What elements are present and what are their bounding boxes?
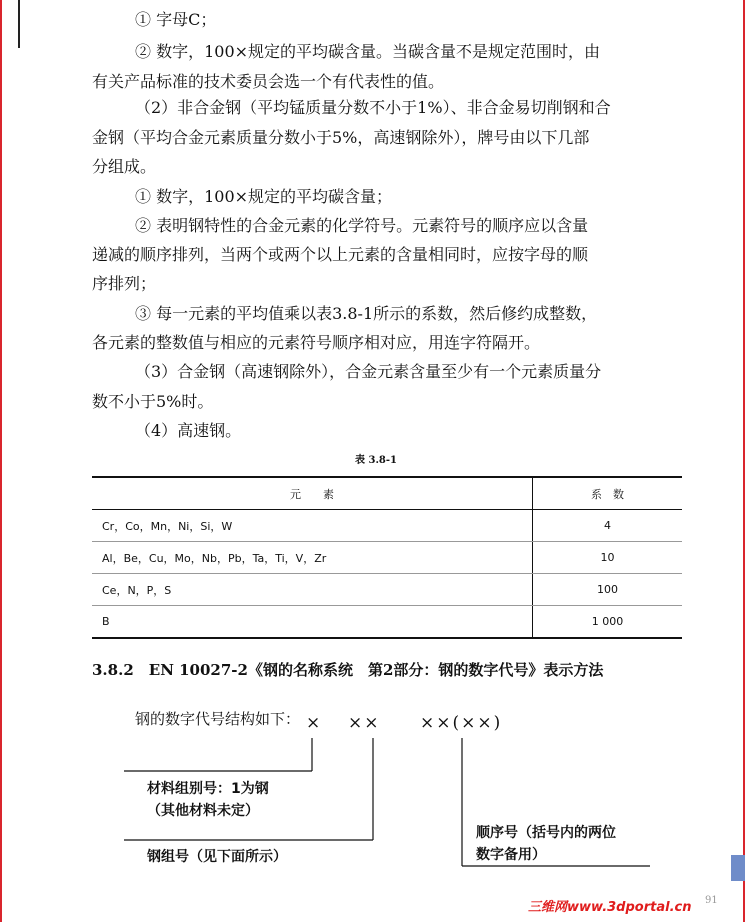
- header-element: 元 素: [92, 477, 533, 510]
- body-line: 序排列；: [92, 274, 157, 293]
- site-watermark: 三维网www.3dportal.cn: [528, 900, 692, 915]
- label-material-group-line1: 材料组别号：1为钢: [147, 781, 269, 797]
- cell-elements: Al，Be，Cu，Mo，Nb，Pb，Ta，Ti，V，Zr: [92, 542, 533, 574]
- body-line: 各元素的整数值与相应的元素符号顺序相对应，用连字符隔开。: [92, 333, 541, 352]
- body-line: 分组成。: [92, 157, 157, 176]
- section-heading: 3.8.2 EN 10027-2《钢的名称系统 第2部分：钢的数字代号》表示方法: [92, 661, 604, 679]
- body-line: 金钢（平均合金元素质量分数小于5%，高速钢除外），牌号由以下几部: [92, 128, 590, 147]
- body-line: 数不小于5%时。: [92, 392, 214, 411]
- body-line: ③ 每一元素的平均值乘以表3.8-1所示的系数，然后修约成整数，: [135, 304, 598, 323]
- body-line: ② 数字，100×规定的平均碳含量。当碳含量不是规定范围时，由: [135, 42, 601, 61]
- body-line: （4）高速钢。: [135, 421, 242, 440]
- cell-coefficient: 100: [533, 574, 683, 606]
- body-line: （2）非合金钢（平均锰质量分数不小于1%）、非合金易切削钢和合: [135, 98, 611, 117]
- cell-elements: B: [92, 606, 533, 639]
- body-line: （3）合金钢（高速钢除外），合金元素含量至少有一个元素质量分: [135, 362, 602, 381]
- body-line: ① 数字，100×规定的平均碳含量；: [135, 187, 393, 206]
- header-coefficient: 系 数: [533, 477, 683, 510]
- body-line: ① 字母C；: [135, 10, 217, 29]
- page-number: 91: [705, 895, 718, 906]
- table-caption: 表 3.8-1: [355, 455, 397, 466]
- symbol-sequence: ××(××): [420, 713, 503, 733]
- symbol-material-group: ×: [306, 713, 323, 733]
- label-sequence-line2: 数字备用）: [476, 847, 546, 863]
- body-line: ② 表明钢特性的合金元素的化学符号。元素符号的顺序应以含量: [135, 216, 589, 235]
- body-line: 递减的顺序排列，当两个或两个以上元素的含量相同时，应按字母的顺: [92, 245, 589, 264]
- cell-coefficient: 10: [533, 542, 683, 574]
- body-line: 有关产品标准的技术委员会选一个有代表性的值。: [92, 72, 445, 91]
- section-intro: 钢的数字代号结构如下：: [135, 710, 301, 728]
- label-sequence-line1: 顺序号（括号内的两位: [476, 825, 616, 841]
- label-steel-group: 钢组号（见下面所示）: [147, 849, 287, 865]
- cell-elements: Ce，N，P，S: [92, 574, 533, 606]
- cell-coefficient: 4: [533, 510, 683, 542]
- label-material-group-line2: （其他材料未定）: [147, 803, 259, 819]
- cell-elements: Cr，Co，Mn，Ni，Si，W: [92, 510, 533, 542]
- symbol-steel-group: ××: [348, 713, 381, 733]
- cell-coefficient: 1 000: [533, 606, 683, 639]
